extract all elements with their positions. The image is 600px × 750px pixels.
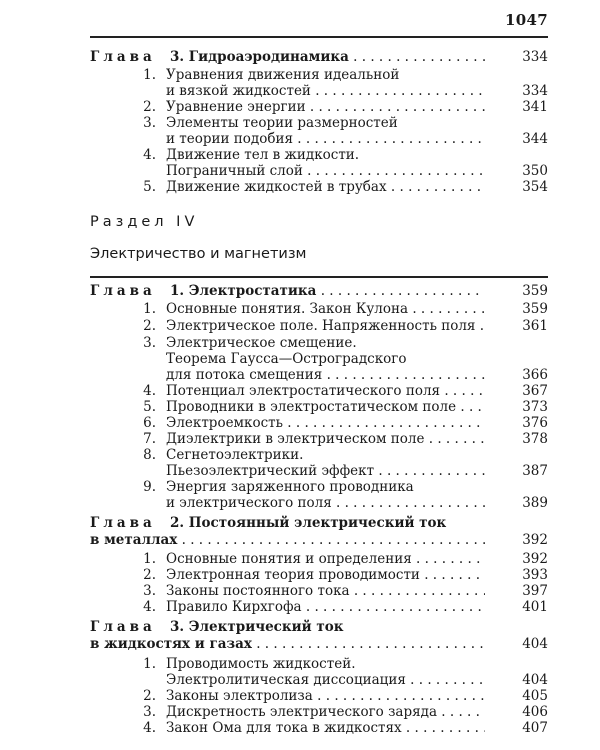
entry-page: 359	[522, 301, 548, 317]
entry-page: 373	[522, 399, 548, 415]
entry-title: и вязкой жидкостей . . .	[166, 82, 485, 100]
chapter-heading	[0, 514, 600, 532]
entry-number: 2.	[143, 688, 156, 704]
toc-entry-cont	[0, 494, 600, 512]
entry-page: 367	[522, 383, 548, 399]
entry-title: и теории подобия . . .	[166, 130, 485, 148]
chapter-word: Глава	[90, 515, 156, 531]
chapter-word: Глава	[90, 49, 156, 65]
chapter-title: 2. Постоянный электрический ток	[170, 515, 447, 531]
entry-title: Уравнение энергии . . .	[166, 98, 485, 116]
chapter-title: в жидкостях и газах . . .	[90, 635, 485, 653]
chapter-page: 392	[522, 532, 548, 548]
toc-entry	[0, 317, 600, 335]
entry-title: для потока смещения . . .	[166, 366, 485, 384]
entry-page: 397	[522, 583, 548, 599]
entry-number: 1.	[143, 67, 156, 83]
entry-number: 4.	[143, 147, 156, 163]
page-number: 1047	[505, 11, 548, 29]
entry-title: Электрическое поле. Напряженность поля . . .	[166, 317, 485, 335]
entry-page: 354	[522, 179, 548, 195]
entry-number: 4.	[143, 599, 156, 615]
chapter-heading	[0, 282, 600, 300]
entry-title: Электроемкость . . .	[166, 414, 485, 432]
entry-number: 5.	[143, 399, 156, 415]
chapter-heading-cont	[0, 635, 600, 653]
toc-entry	[0, 178, 600, 196]
entry-title: Сегнетоэлектрики.	[166, 447, 304, 463]
entry-title: Элементы теории размерностей	[166, 115, 398, 131]
chapter-title: 3. Электрический ток	[170, 619, 344, 635]
entry-title: Пьезоэлектрический эффект . . .	[166, 462, 485, 480]
entry-page: 393	[522, 567, 548, 583]
entry-title: Законы постоянного тока . . .	[166, 582, 485, 600]
chapter-heading	[0, 618, 600, 636]
entry-number: 2.	[143, 318, 156, 334]
entry-page: 361	[522, 318, 548, 334]
toc-entry	[0, 300, 600, 318]
entry-page: 334	[522, 83, 548, 99]
chapter-word: Глава	[90, 283, 156, 299]
entry-page: 366	[522, 367, 548, 383]
entry-page: 401	[522, 599, 548, 615]
entry-number: 2.	[143, 567, 156, 583]
entry-title: Основные понятия. Закон Кулона . . .	[166, 300, 485, 318]
section-title: Электричество и магнетизм	[90, 246, 307, 262]
entry-title: Потенциал электростатического поля . . .	[166, 382, 485, 400]
entry-title: Энергия заряженного проводника	[166, 479, 414, 495]
entry-number: 1.	[143, 301, 156, 317]
entry-title: Проводимость жидкостей.	[166, 656, 356, 672]
entry-title: Закон Ома для тока в жидкостях . . .	[166, 719, 485, 737]
entry-number: 5.	[143, 179, 156, 195]
section-rule	[90, 276, 548, 278]
toc-entry	[0, 719, 600, 737]
entry-title: Электронная теория проводимости . . .	[166, 566, 485, 584]
entry-number: 3.	[143, 335, 156, 351]
header-rule	[90, 36, 548, 38]
entry-title: Движение жидкостей в трубах . . .	[166, 178, 485, 196]
chapter-title: 3. Гидроаэродинамика . . .	[170, 48, 485, 66]
toc-entry	[0, 598, 600, 616]
entry-number: 1.	[143, 551, 156, 567]
entry-page: 376	[522, 415, 548, 431]
entry-number: 4.	[143, 383, 156, 399]
chapter-title: 1. Электростатика . . .	[170, 282, 485, 300]
chapter-title: в металлах . . .	[90, 531, 485, 549]
entry-title: Дискретность электрического заряда . . .	[166, 703, 485, 721]
entry-page: 405	[522, 688, 548, 704]
entry-number: 8.	[143, 447, 156, 463]
entry-page: 344	[522, 131, 548, 147]
entry-page: 389	[522, 495, 548, 511]
entry-page: 407	[522, 720, 548, 736]
entry-number: 6.	[143, 415, 156, 431]
entry-page: 341	[522, 99, 548, 115]
entry-title: и электрического поля . . .	[166, 494, 485, 512]
entry-page: 406	[522, 704, 548, 720]
entry-title: Электролитическая диссоциация . . .	[166, 671, 485, 689]
entry-number: 2.	[143, 99, 156, 115]
entry-page: 392	[522, 551, 548, 567]
entry-title: Законы электролиза . . .	[166, 687, 485, 705]
chapter-heading-cont	[0, 531, 600, 549]
entry-title: Пограничный слой . . .	[166, 162, 485, 180]
entry-page: 350	[522, 163, 548, 179]
entry-title: Основные понятия и определения . . .	[166, 550, 485, 568]
entry-page: 387	[522, 463, 548, 479]
entry-number: 1.	[143, 656, 156, 672]
chapter-word: Глава	[90, 619, 156, 635]
entry-title: Электрическое смещение.	[166, 335, 357, 351]
entry-number: 7.	[143, 431, 156, 447]
entry-title: Правило Кирхгофа . . .	[166, 598, 485, 616]
chapter-heading	[0, 48, 600, 66]
entry-number: 4.	[143, 720, 156, 736]
section-label: Раздел IV	[90, 214, 199, 230]
entry-title: Диэлектрики в электрическом поле . . .	[166, 430, 485, 448]
entry-number: 9.	[143, 479, 156, 495]
entry-title: Проводники в электростатическом поле . . .	[166, 398, 485, 416]
entry-page: 378	[522, 431, 548, 447]
chapter-page: 334	[522, 49, 548, 65]
entry-number: 3.	[143, 704, 156, 720]
entry-page: 404	[522, 672, 548, 688]
chapter-page: 359	[522, 283, 548, 299]
chapter-page: 404	[522, 636, 548, 652]
entry-number: 3.	[143, 115, 156, 131]
entry-title: Движение тел в жидкости.	[166, 147, 360, 163]
entry-title: Теорема Гаусса—Остроградского	[166, 351, 407, 367]
entry-title: Уравнения движения идеальной	[166, 67, 400, 83]
entry-number: 3.	[143, 583, 156, 599]
